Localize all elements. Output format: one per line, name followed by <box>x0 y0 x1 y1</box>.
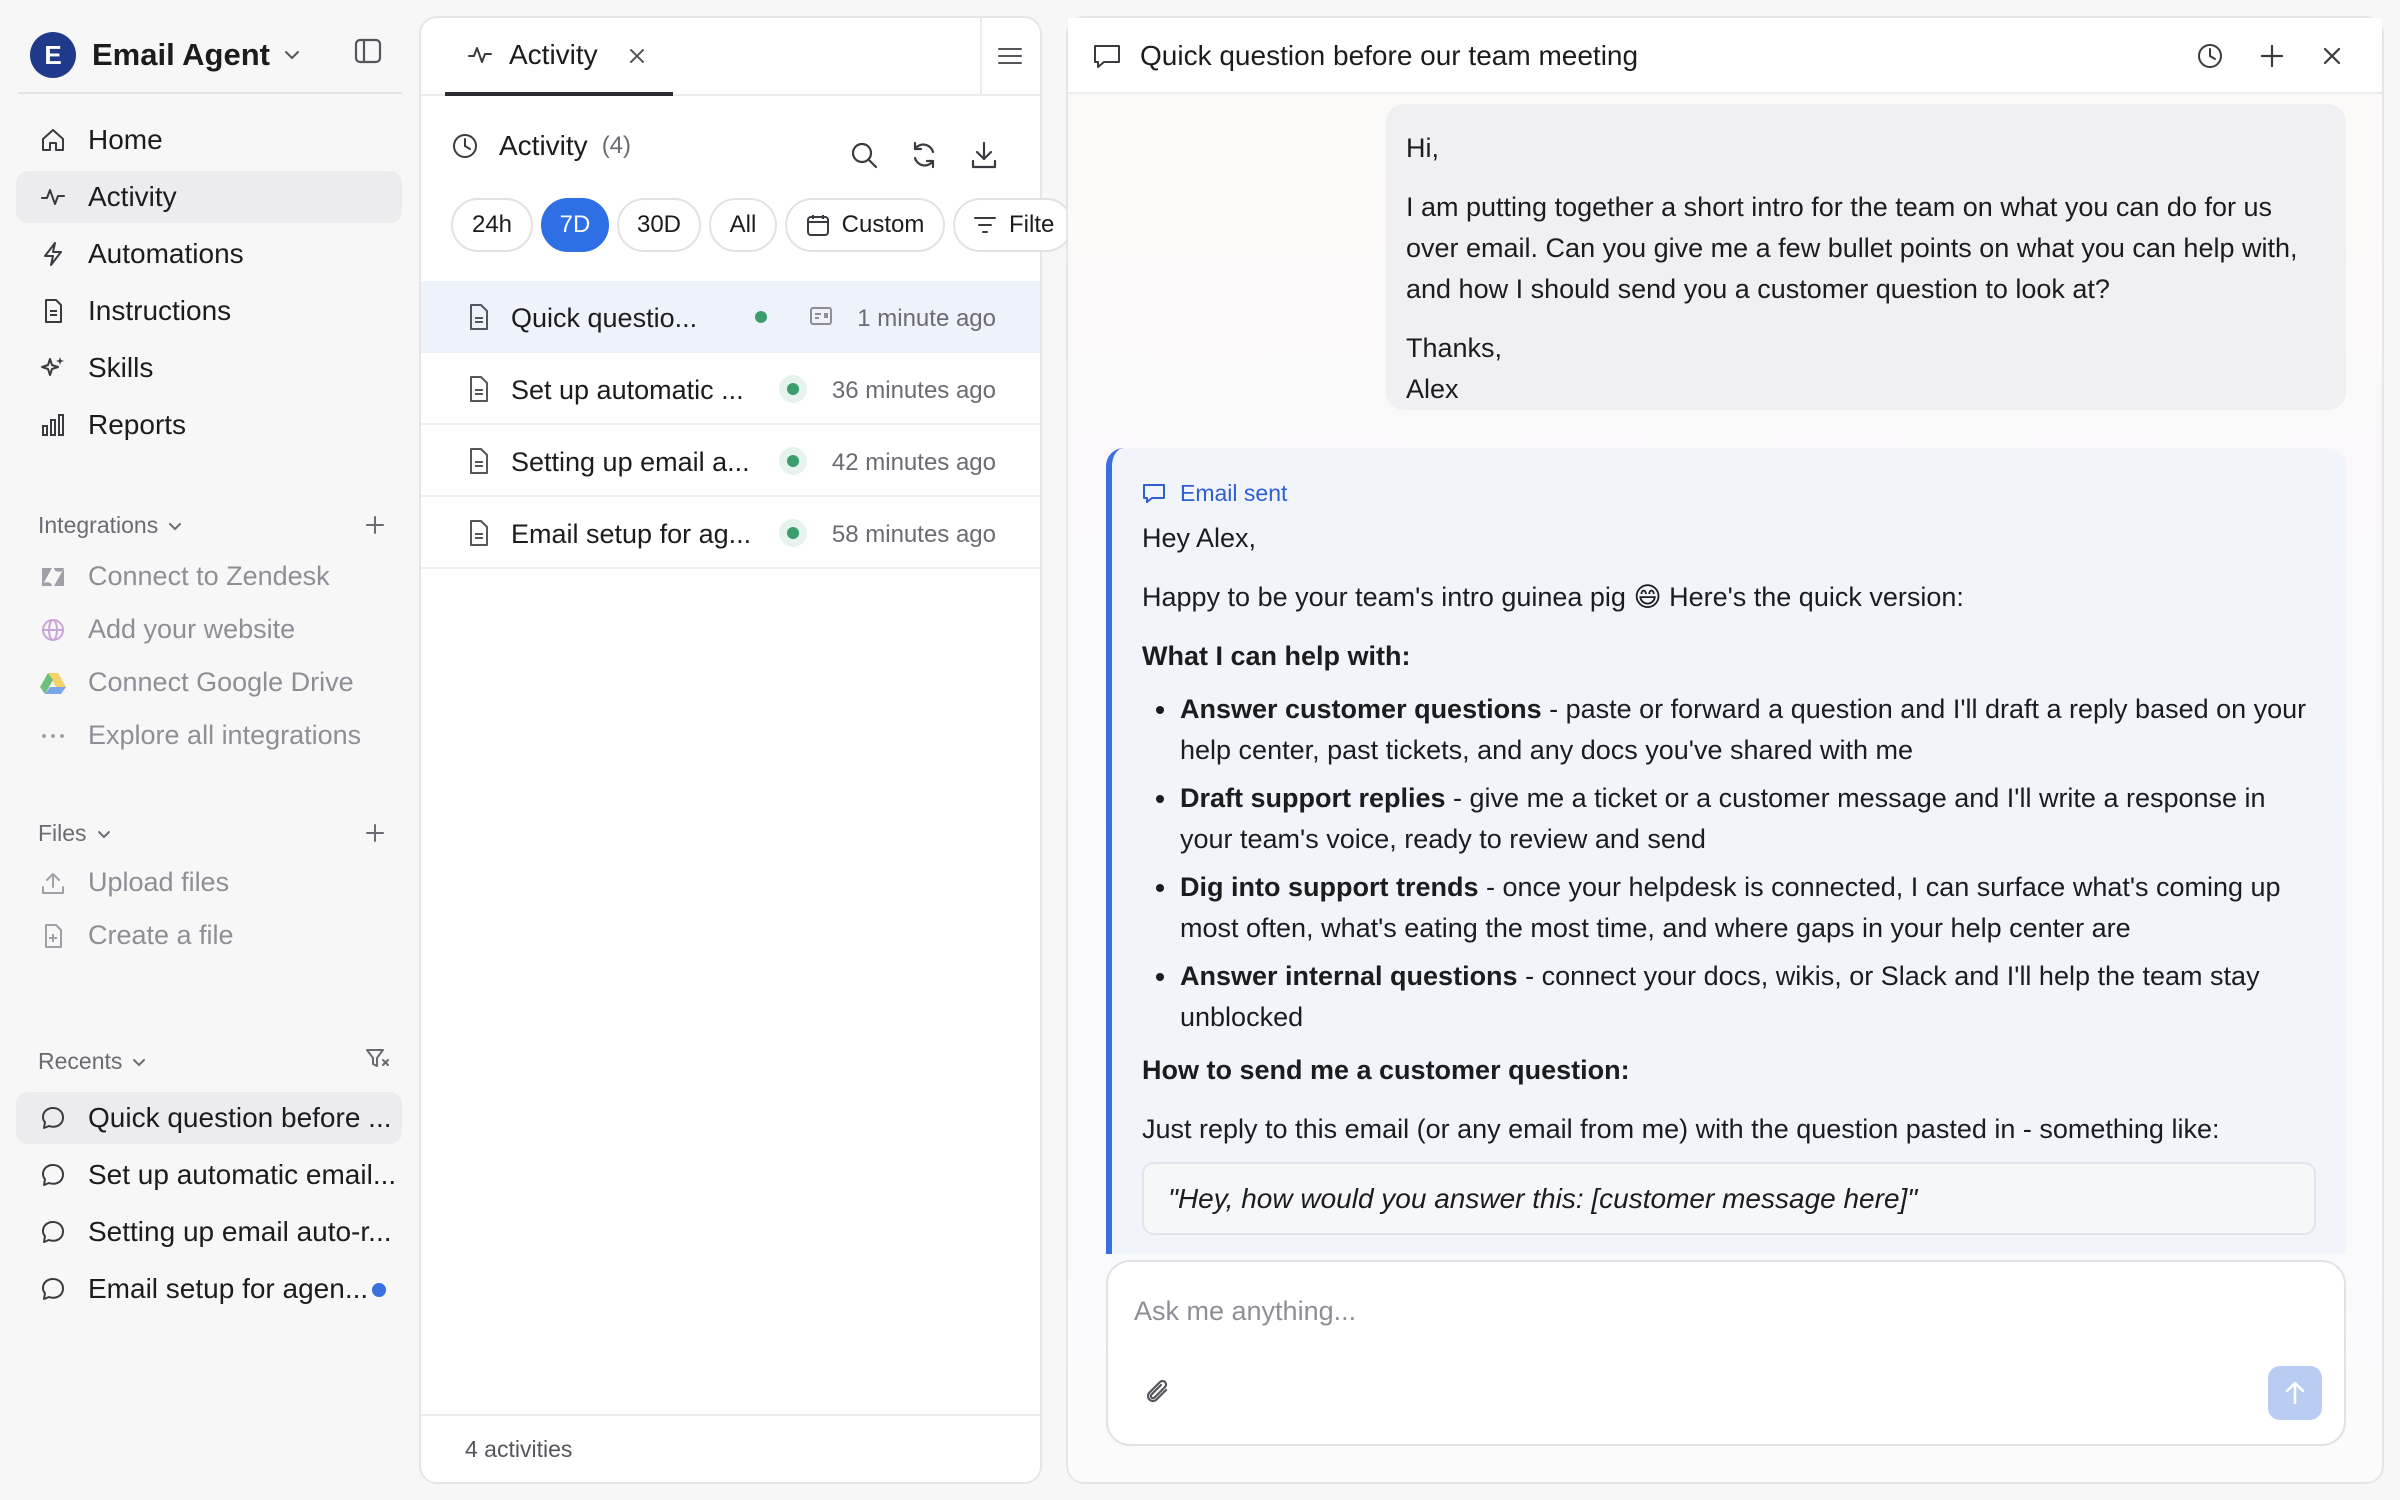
time-filter-chips <box>451 198 1081 252</box>
bolt-icon <box>38 239 68 269</box>
nav-label: Reports <box>88 409 187 440</box>
paperclip-icon[interactable] <box>1144 1376 1174 1408</box>
activity-row[interactable] <box>421 497 1040 569</box>
unread-indicator <box>372 1283 386 1297</box>
filter-24h[interactable]: 24h <box>451 198 533 252</box>
upload-files-link[interactable] <box>38 856 398 909</box>
globe-icon <box>38 615 68 645</box>
filter-more[interactable] <box>953 198 1073 252</box>
nav-label: Home <box>88 124 163 155</box>
divider <box>18 92 402 94</box>
nav-label: Activity <box>88 181 177 212</box>
chat-bubble-icon <box>38 1160 68 1190</box>
bullet-title: Answer customer questions <box>1180 694 1542 724</box>
chevron-down-icon <box>130 1053 148 1071</box>
activity-icon <box>38 182 68 212</box>
refresh-icon[interactable] <box>909 140 939 170</box>
nav-item-instructions[interactable] <box>16 285 402 337</box>
activity-count: (4) <box>601 132 632 159</box>
bullet-title: Draft support replies <box>1180 783 1446 813</box>
connect-google-drive-link[interactable] <box>38 656 398 709</box>
conversation-header <box>1068 18 2382 94</box>
status-dot <box>755 311 767 323</box>
email-sent-label: Email sent <box>1180 480 1288 506</box>
recent-item[interactable] <box>16 1092 402 1144</box>
activity-title: Setting up email a... <box>511 447 750 477</box>
files-toggle[interactable] <box>38 820 113 847</box>
filter-all[interactable]: All <box>709 198 777 252</box>
activity-footer: 4 activities <box>421 1414 1040 1482</box>
nav-label: Instructions <box>88 295 232 326</box>
workspace-switcher[interactable] <box>30 32 302 78</box>
recents-toggle[interactable] <box>38 1048 148 1075</box>
ellipsis-icon <box>38 721 68 751</box>
activity-heading: Activity <box>499 130 588 161</box>
document-icon <box>467 375 491 403</box>
email-icon <box>809 305 833 327</box>
divider <box>980 18 982 96</box>
document-icon <box>467 303 491 331</box>
document-icon <box>467 519 491 547</box>
chat-bubble-icon <box>1092 42 1122 70</box>
files-list <box>38 856 398 962</box>
send-text: Just reply to this email (or any email from me) with the question pasted in - something like: <box>1142 1114 2220 1144</box>
activity-time: 58 minutes ago <box>831 521 996 548</box>
help-heading: What I can help with: <box>1142 641 1411 671</box>
sidebar-toggle-icon[interactable] <box>354 38 382 64</box>
filter-icon <box>973 214 997 236</box>
chat-bubble-icon <box>38 1103 68 1133</box>
recents-list <box>16 1092 402 1320</box>
add-integration-icon[interactable] <box>364 514 386 536</box>
bullet-item <box>1142 778 2316 860</box>
document-icon <box>38 296 68 326</box>
user-greeting: Hi, <box>1406 133 1439 163</box>
download-icon[interactable] <box>969 140 999 170</box>
add-website-link[interactable] <box>38 603 398 656</box>
add-file-icon[interactable] <box>364 822 386 844</box>
chat-bubble-icon <box>1142 482 1166 504</box>
bullet-item <box>1142 867 2316 949</box>
activity-icon <box>467 42 493 68</box>
nav-item-reports[interactable] <box>16 399 402 451</box>
chip-label: Custom <box>841 211 925 238</box>
history-icon[interactable] <box>2196 42 2224 70</box>
close-tab-icon[interactable] <box>627 46 647 66</box>
bullet-text: - connect your docs, wikis, or Slack and I'll help the team stay unblocked <box>1180 961 2260 1032</box>
chip-label: Filte <box>1009 211 1055 238</box>
close-icon[interactable] <box>2318 42 2346 70</box>
conversation-title <box>1092 40 1638 72</box>
connect-zendesk-link[interactable] <box>38 550 398 603</box>
bullet-text: - give me a ticket or a customer message and I'll write a response in your team's voice, ready to review and send <box>1180 783 2266 854</box>
calendar-icon <box>806 213 830 237</box>
bullet-item <box>1142 689 2316 771</box>
status-dot <box>787 383 799 395</box>
file-action-label: Create a file <box>88 920 234 950</box>
filter-custom[interactable] <box>785 198 945 252</box>
zendesk-icon <box>38 562 68 592</box>
user-message <box>1386 104 2346 410</box>
bullet-title: Answer internal questions <box>1180 961 1518 991</box>
integration-label: Connect Google Drive <box>88 667 354 697</box>
arrow-up-icon <box>2282 1379 2308 1407</box>
activity-row[interactable] <box>421 353 1040 425</box>
conversation-title-text: Quick question before our team meeting <box>1140 40 1639 71</box>
example-quote: "Hey, how would you answer this: [customer message here]" <box>1142 1162 2316 1235</box>
menu-icon[interactable] <box>997 44 1023 68</box>
integration-label: Explore all integrations <box>88 720 362 750</box>
send-heading: How to send me a customer question: <box>1142 1055 1630 1085</box>
create-file-link[interactable] <box>38 909 398 962</box>
integration-label: Add your website <box>88 614 296 644</box>
agent-greeting: Hey Alex, <box>1142 523 1257 553</box>
status-dot <box>787 527 799 539</box>
activity-time: 1 minute ago <box>857 305 996 332</box>
chat-bubble-icon <box>38 1217 68 1247</box>
conversation-panel <box>1066 16 2384 1484</box>
help-bullets <box>1142 689 2316 1038</box>
activity-title: Email setup for ag... <box>511 519 752 549</box>
nav-item-home[interactable] <box>16 114 402 166</box>
explore-integrations-link[interactable] <box>38 709 398 762</box>
activity-header <box>421 98 1040 192</box>
bullet-text: - once your helpdesk is connected, I can surface what's coming up most often, what's eating the most time, and where gaps in your help center are <box>1180 872 2281 943</box>
activity-list <box>421 281 1040 569</box>
activity-title <box>451 130 631 162</box>
status-dot <box>787 455 799 467</box>
document-icon <box>467 447 491 475</box>
activity-title: Set up automatic ... <box>511 375 744 405</box>
integrations-list <box>38 550 398 762</box>
user-name: Alex <box>1406 374 1459 404</box>
activity-panel <box>419 16 1055 1484</box>
recent-label: Quick question before ... <box>88 1102 392 1133</box>
recent-item[interactable] <box>16 1206 402 1258</box>
section-title: Recents <box>38 1048 123 1074</box>
activity-row[interactable] <box>421 425 1040 497</box>
workspace-avatar: E <box>30 32 76 78</box>
recent-item[interactable] <box>16 1149 402 1201</box>
message-input[interactable] <box>1134 1286 2234 1336</box>
agent-message <box>1106 448 2346 1254</box>
clock-icon <box>451 132 479 160</box>
nav-item-activity[interactable] <box>16 171 402 223</box>
workspace-name: Email Agent <box>92 37 270 72</box>
tab-bar <box>421 18 1040 96</box>
nav-label: Automations <box>88 238 244 269</box>
recent-item[interactable] <box>16 1263 402 1315</box>
user-body: I am putting together a short intro for the team on what you can do for us over email. Can you give me a few bullet points on what you can help with, and how I should send you a customer question to look at? <box>1406 192 2298 304</box>
file-action-label: Upload files <box>88 867 230 897</box>
filter-7d[interactable]: 7D <box>541 198 609 252</box>
sidebar <box>0 0 415 1500</box>
upload-icon <box>38 868 68 898</box>
activity-time: 42 minutes ago <box>831 449 996 476</box>
integration-label: Connect to Zendesk <box>88 561 330 591</box>
tab-label: Activity <box>509 39 598 70</box>
message-composer <box>1106 1260 2346 1446</box>
section-title: Integrations <box>38 512 159 538</box>
chevron-down-icon <box>166 517 184 535</box>
recent-label: Email setup for agen... <box>88 1273 369 1304</box>
new-chat-icon[interactable] <box>2258 42 2286 70</box>
activity-time: 36 minutes ago <box>831 377 996 404</box>
recent-label: Set up automatic email... <box>88 1159 397 1190</box>
sparkles-icon <box>38 353 68 383</box>
nav-item-automations[interactable] <box>16 228 402 280</box>
recent-label: Setting up email auto-r... <box>88 1216 392 1247</box>
user-signoff: Thanks, <box>1406 333 1503 363</box>
chat-bubble-icon <box>38 1274 68 1304</box>
activity-row[interactable] <box>421 281 1040 353</box>
send-button[interactable] <box>2268 1366 2322 1420</box>
chevron-down-icon <box>95 825 113 843</box>
home-icon <box>38 125 68 155</box>
integrations-toggle[interactable] <box>38 512 184 539</box>
new-file-icon <box>38 921 68 951</box>
google-drive-icon <box>38 668 68 698</box>
filter-30d[interactable]: 30D <box>617 198 701 252</box>
email-sent-badge <box>1142 478 2316 508</box>
bullet-item <box>1142 956 2316 1038</box>
section-title: Files <box>38 820 87 846</box>
filter-recents-icon[interactable] <box>364 1046 390 1072</box>
bar-chart-icon <box>38 410 68 440</box>
search-icon[interactable] <box>849 140 879 170</box>
tab-activity[interactable] <box>445 18 673 96</box>
nav-item-skills[interactable] <box>16 342 402 394</box>
activity-title: Quick questio... <box>511 303 698 333</box>
nav-label: Skills <box>88 352 154 383</box>
agent-intro: Happy to be your team's intro guinea pig 😄 Here's the quick version: <box>1142 582 1964 612</box>
chevron-down-icon <box>282 45 302 65</box>
bullet-text: - paste or forward a question and I'll draft a reply based on your help center, past tickets, and any docs you've shared with me <box>1180 694 2307 765</box>
main-nav <box>16 114 402 456</box>
bullet-title: Dig into support trends <box>1180 872 1479 902</box>
